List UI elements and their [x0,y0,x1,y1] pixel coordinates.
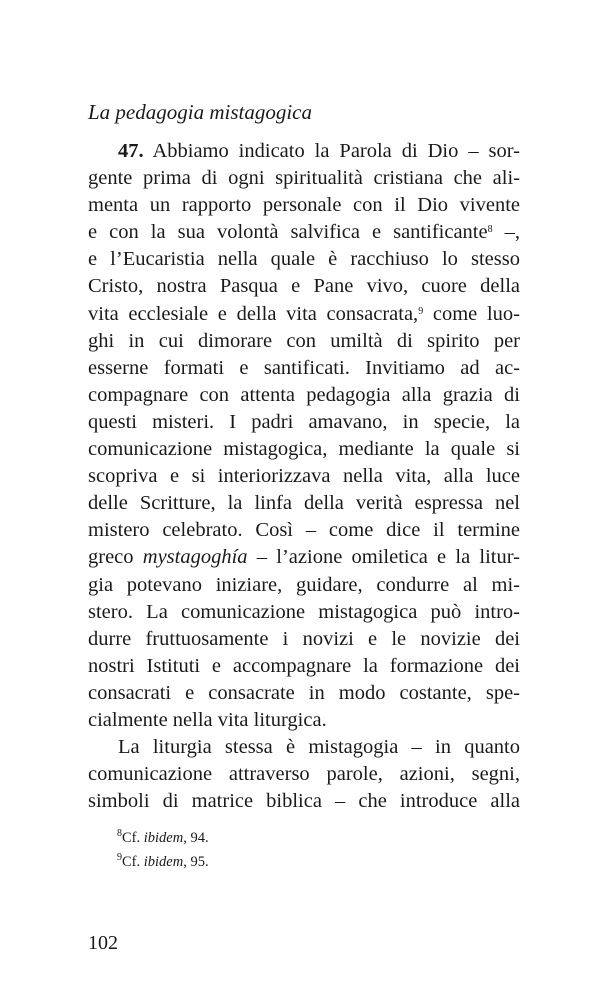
text-segment: La liturgia stessa è mistagogia – in quanto [118,736,520,759]
text-segment: gente prima di ogni spiritualità cristiana che ali- [88,167,520,190]
text-line [88,138,520,165]
text-line [88,707,520,734]
text-segment: ghi in cui dimorare con umiltà di spirito per [88,329,520,352]
text-segment: mistero celebrato. Così – come dice il termine [88,519,520,542]
text-line [88,246,520,273]
text-line [88,409,520,436]
footnote-page: , 95. [183,854,209,870]
text-line [88,490,520,517]
text-line [88,436,520,463]
text-line [88,165,520,192]
text-line [88,680,520,707]
text-line [88,301,520,328]
footnote-number: 9 [117,852,122,863]
text-segment: vita ecclesiale e della vita consacrata, [88,302,419,325]
text-segment: esserne formati e santificati. Invitiamo ad ac- [88,356,520,379]
text-segment: menta un rapporto personale con il Dio vivente [88,194,520,217]
text-segment: durre fruttuosamente i novizi e le novizie dei [88,627,520,650]
footnote [117,826,209,850]
text-line [88,192,520,219]
text-segment: scopriva e si interiorizzava nella vita, alla luce [88,465,520,488]
footnote-source: ibidem [143,854,184,870]
text-segment: comunicazione attraverso parole, azioni, segni, [88,763,520,786]
page-number: 102 [88,932,118,954]
text-segment: stero. La comunicazione mistagogica può intro- [88,600,520,623]
footnote-source: ibidem [143,830,184,846]
footnote-reference: 9 [418,305,424,317]
footnote-text: Cf. [122,854,144,870]
footnote-page: , 94. [183,830,209,846]
text-segment: comunicazione mistagogica, mediante la quale si [88,438,520,461]
text-segment: e l’Eucaristia nella quale è racchiuso lo stesso [88,248,520,271]
section-heading: La pedagogia mistagogica [88,100,312,124]
footnote-reference: 8 [487,224,493,236]
text-line [88,328,520,355]
text-segment: questi misteri. I padri amavano, in specie, la [88,410,520,433]
paragraph-number: 47. [118,140,144,162]
text-segment: simboli di matrice biblica – che introduce alla [88,790,520,813]
text-segment: Abbiamo indicato la Parola di Dio – sor- [143,140,520,162]
text-line [88,544,520,571]
footnote-number: 8 [117,828,122,839]
text-line [88,572,520,599]
text-segment: e con la sua volontà salvifica e santificante [88,221,488,244]
text-segment: mystagoghía [142,546,248,569]
text-segment: nostri Istituti e accompagnare la formazione dei [88,654,520,677]
text-line [88,734,520,761]
footnote [117,850,209,874]
text-segment: –, [492,221,521,244]
text-segment: come luo- [423,302,520,325]
text-line [88,273,520,300]
text-line [88,599,520,626]
footnote-text: Cf. [122,830,144,846]
text-segment: greco [88,546,143,569]
text-line [88,788,520,815]
text-line [88,219,520,246]
text-line [88,355,520,382]
text-line [88,626,520,653]
text-line [88,761,520,788]
text-segment: compagnare con attenta pedagogia alla grazia di [88,383,520,406]
text-segment: delle Scritture, la linfa della verità espressa nel [88,492,520,515]
text-line [88,463,520,490]
text-segment: – l’azione omiletica e la litur- [247,546,520,569]
text-line [88,382,520,409]
text-segment: cialmente nella vita liturgica. [88,708,327,731]
body-text [88,138,520,815]
text-segment: Cristo, nostra Pasqua e Pane vivo, cuore della [88,275,520,298]
text-segment: gia potevano iniziare, guidare, condurre al mi- [88,573,520,596]
text-line [88,653,520,680]
text-line [88,517,520,544]
text-segment: consacrati e consacrate in modo costante, spe- [88,681,520,704]
footnotes [117,826,209,874]
